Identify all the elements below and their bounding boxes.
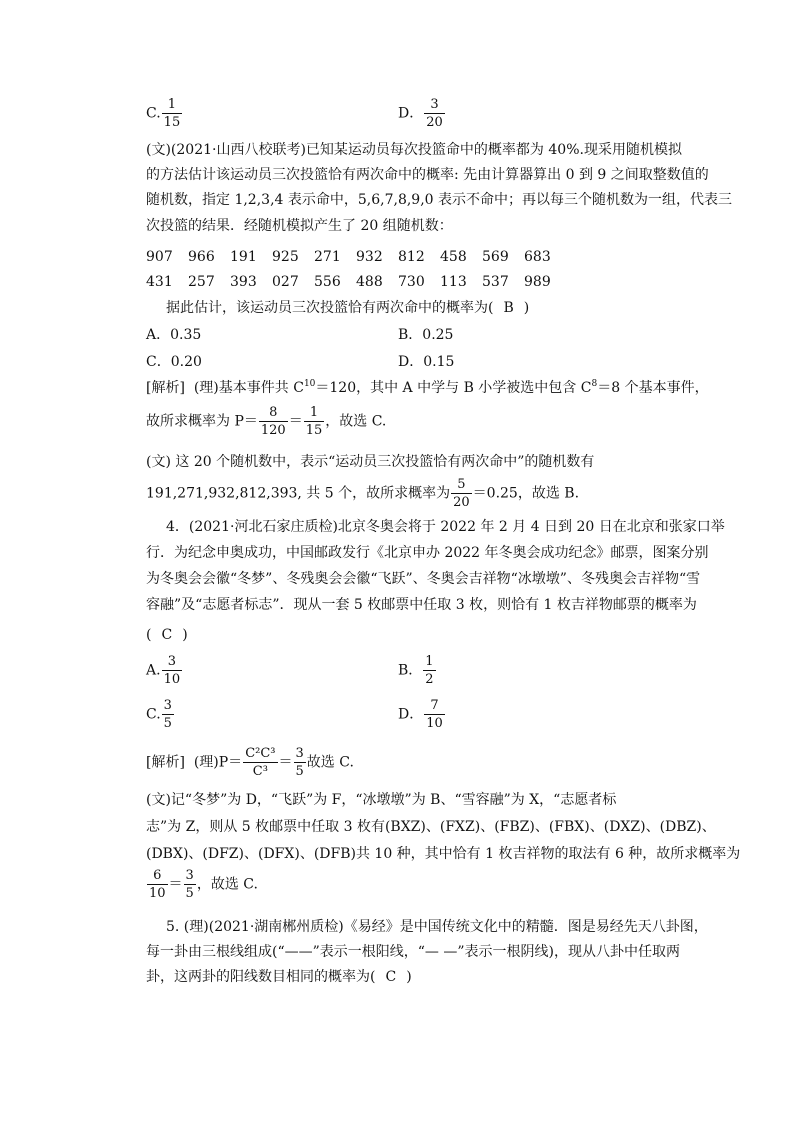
random-number: 027 <box>272 274 299 290</box>
equals: ＝ <box>278 754 293 771</box>
denominator: 5 <box>295 764 304 779</box>
random-number: 257 <box>188 274 215 290</box>
random-number: 431 <box>146 274 173 290</box>
q4-answer <box>146 628 188 642</box>
numerator: 1 <box>304 406 325 422</box>
q4-line-3: 为冬奥会会徽“冬梦”、冬残奥会会徽“飞跃”、冬奥会吉祥物“冰墩墩”、冬残奥会吉祥物“雪 <box>146 571 701 587</box>
numerator: 3 <box>185 868 194 883</box>
text: 故所求概率为 P＝ <box>146 413 258 430</box>
random-number: 113 <box>440 274 467 290</box>
random-number: 537 <box>482 274 509 290</box>
numerator: 8 <box>259 406 288 422</box>
jiexi4-wen-line-2: 志”为 Z，则从 5 枚邮票中任取 3 枚有(BXZ)、(FXZ)、(FBZ)、(FBX)、(DXZ)、(DBZ)、 <box>146 819 716 835</box>
random-number: 925 <box>272 249 299 265</box>
random-number: 488 <box>356 274 383 290</box>
numerator: 3 <box>162 655 183 671</box>
q3-question <box>166 301 529 315</box>
random-number: 556 <box>314 274 341 290</box>
random-number: 271 <box>314 249 341 265</box>
fraction <box>294 747 306 778</box>
numerator: 3 <box>163 698 172 713</box>
numerator: 1 <box>162 98 183 114</box>
random-number: 569 <box>482 249 509 265</box>
denominator: 10 <box>426 716 443 731</box>
question-text: 卦，这两卦的阳线数目相同的概率为( <box>146 969 376 985</box>
jiexi3-wen-line-2 <box>146 478 579 509</box>
denominator: C³ <box>252 764 268 779</box>
q4-option-a <box>146 655 183 686</box>
text: (理)基本事件共 C <box>193 380 304 396</box>
numerator: 5 <box>451 478 472 494</box>
paren-open: ( <box>146 627 152 643</box>
jiexi4-li-line <box>146 747 354 778</box>
numerator: 1 <box>425 654 434 669</box>
option-label: C. <box>146 706 161 723</box>
text: (理)P＝ <box>193 754 243 771</box>
option-label: B． <box>398 662 423 679</box>
q3-option-a: A．0.35 <box>146 327 202 343</box>
fraction <box>162 98 183 129</box>
jiexi3-li-line <box>146 380 709 395</box>
fraction <box>424 98 445 129</box>
random-number: 812 <box>398 249 425 265</box>
random-number: 191 <box>230 249 257 265</box>
random-number: 932 <box>356 249 383 265</box>
q5-line-1: 5. (理)(2021·湖南郴州质检)《易经》是中国传统文化中的精髓．图是易经先天八卦图， <box>166 919 708 935</box>
text: ＝120，其中 A 中学与 B 小学被选中包含 C <box>315 380 592 396</box>
numerator: 3 <box>424 98 445 114</box>
superscript: 8 <box>591 379 598 389</box>
q3-line-2: 的方法估计该运动员三次投篮恰有两次命中的概率: 先由计算器算出 0 到 9 之间取整数值的 <box>146 167 709 183</box>
text: ＝0.25，故选 B. <box>472 485 580 502</box>
option-label: D． <box>398 706 424 723</box>
q3-line-1: (文)(2021·山西八校联考)已知某运动员每次投篮命中的概率都为 40%.现采用随机模拟 <box>146 142 682 158</box>
denominator: 5 <box>163 716 172 731</box>
denominator: 120 <box>260 423 286 438</box>
denominator: 20 <box>426 115 443 130</box>
fraction <box>304 406 325 437</box>
q5-line-2: 每一卦由三根线组成(“——”表示一根阳线，“— —”表示一根阴线)，现从八卦中任取两 <box>146 944 681 960</box>
answer-letter: C <box>385 969 397 985</box>
q3-option-d: D．0.15 <box>398 354 455 370</box>
random-number-row-2 <box>146 275 566 289</box>
option-label: C. <box>146 105 161 122</box>
denominator: 5 <box>185 886 194 901</box>
q4-line-2: 行．为纪念申奥成功，中国邮政发行《北京申办 2022 年冬奥会成功纪念》邮票，图案分别 <box>146 545 709 561</box>
question-text: 据此估计，该运动员三次投篮恰有两次命中的概率为( <box>166 300 494 316</box>
q4-option-c <box>146 699 175 730</box>
answer-letter: C <box>161 627 173 643</box>
equals: ＝ <box>288 413 303 430</box>
q4-option-b <box>398 655 437 686</box>
denominator: 15 <box>305 423 323 438</box>
analysis-tag: [解析] <box>146 380 185 396</box>
jiexi3-wen-line-1: (文) 这 20 个随机数中，表示“运动员三次投篮恰有两次命中”的随机数有 <box>146 454 595 470</box>
numerator: 6 <box>147 869 168 885</box>
equals: ＝ <box>168 876 183 893</box>
fraction <box>162 699 174 730</box>
fraction <box>184 869 196 900</box>
jiexi4-wen-line-1: (文)记“冬梦”为 D，“飞跃”为 F，“冰墩墩”为 B、“雪容融”为 X，“志愿者标 <box>146 792 617 808</box>
numerator: 7 <box>424 699 445 715</box>
text: 191,271,932,812,393, 共 5 个，故所求概率为 <box>146 485 451 502</box>
fraction <box>424 699 445 730</box>
fraction <box>162 655 183 686</box>
denominator: 20 <box>453 495 470 510</box>
jiexi4-wen-line-3: (DBX)、(DFZ)、(DFX)、(DFB)共 10 种，其中恰有 1 枚吉祥物的取法有 6 种，故所求概率为 <box>146 846 741 862</box>
denominator: 10 <box>163 672 181 687</box>
paren-close: ) <box>523 300 530 316</box>
q4-option-d <box>398 699 446 730</box>
option-label: D． <box>398 105 424 122</box>
random-number: 683 <box>524 249 551 265</box>
random-number: 989 <box>524 274 551 290</box>
paren-close: ) <box>406 969 412 985</box>
superscript: 10 <box>303 379 316 389</box>
random-number: 966 <box>188 249 215 265</box>
random-number-row-1 <box>146 250 566 264</box>
numerator: 3 <box>295 746 304 761</box>
option-c <box>146 98 183 129</box>
random-number: 458 <box>440 249 467 265</box>
denominator: 10 <box>149 886 166 901</box>
q3-option-c: C．0.20 <box>146 354 202 370</box>
text: ，故选 C. <box>325 413 387 430</box>
fraction <box>423 655 435 686</box>
q3-option-b: B．0.25 <box>398 327 454 343</box>
jiexi3-li-line-2 <box>146 406 386 437</box>
denominator: 2 <box>425 672 434 687</box>
q5-line-3 <box>146 970 412 984</box>
fraction <box>259 406 288 437</box>
q4-line-4: 容融”及“志愿者标志”．现从一套 5 枚邮票中任取 3 枚，则恰有 1 枚吉祥物邮票的概率为 <box>146 597 697 613</box>
answer-letter: B <box>503 300 514 316</box>
q3-line-3: 随机数，指定 1,2,3,4 表示命中，5,6,7,8,9,0 表示不命中；再以每三个随机数为一组，代表三 <box>146 192 733 208</box>
random-number: 730 <box>398 274 425 290</box>
paren-close: ) <box>182 627 188 643</box>
q4-line-1: 4．(2021·河北石家庄质检)北京冬奥会将于 2022 年 2 月 4 日到 20 日在北京和张家口举 <box>166 519 725 535</box>
text: ，故选 C. <box>196 876 258 893</box>
random-number: 393 <box>230 274 257 290</box>
q3-line-4: 次投篮的结果．经随机模拟产生了 20 组随机数： <box>146 218 453 234</box>
analysis-tag: [解析] <box>146 754 185 771</box>
jiexi4-wen-line-4 <box>146 869 258 900</box>
fraction <box>451 478 472 509</box>
text: 故选 C. <box>306 754 354 771</box>
option-d <box>398 98 446 129</box>
fraction <box>243 747 277 778</box>
option-label: A. <box>146 662 161 679</box>
numerator: C²C³ <box>245 746 276 761</box>
denominator: 15 <box>163 115 181 130</box>
random-number: 907 <box>146 249 173 265</box>
text: ＝8 个基本事件， <box>597 380 709 396</box>
fraction <box>147 869 168 900</box>
